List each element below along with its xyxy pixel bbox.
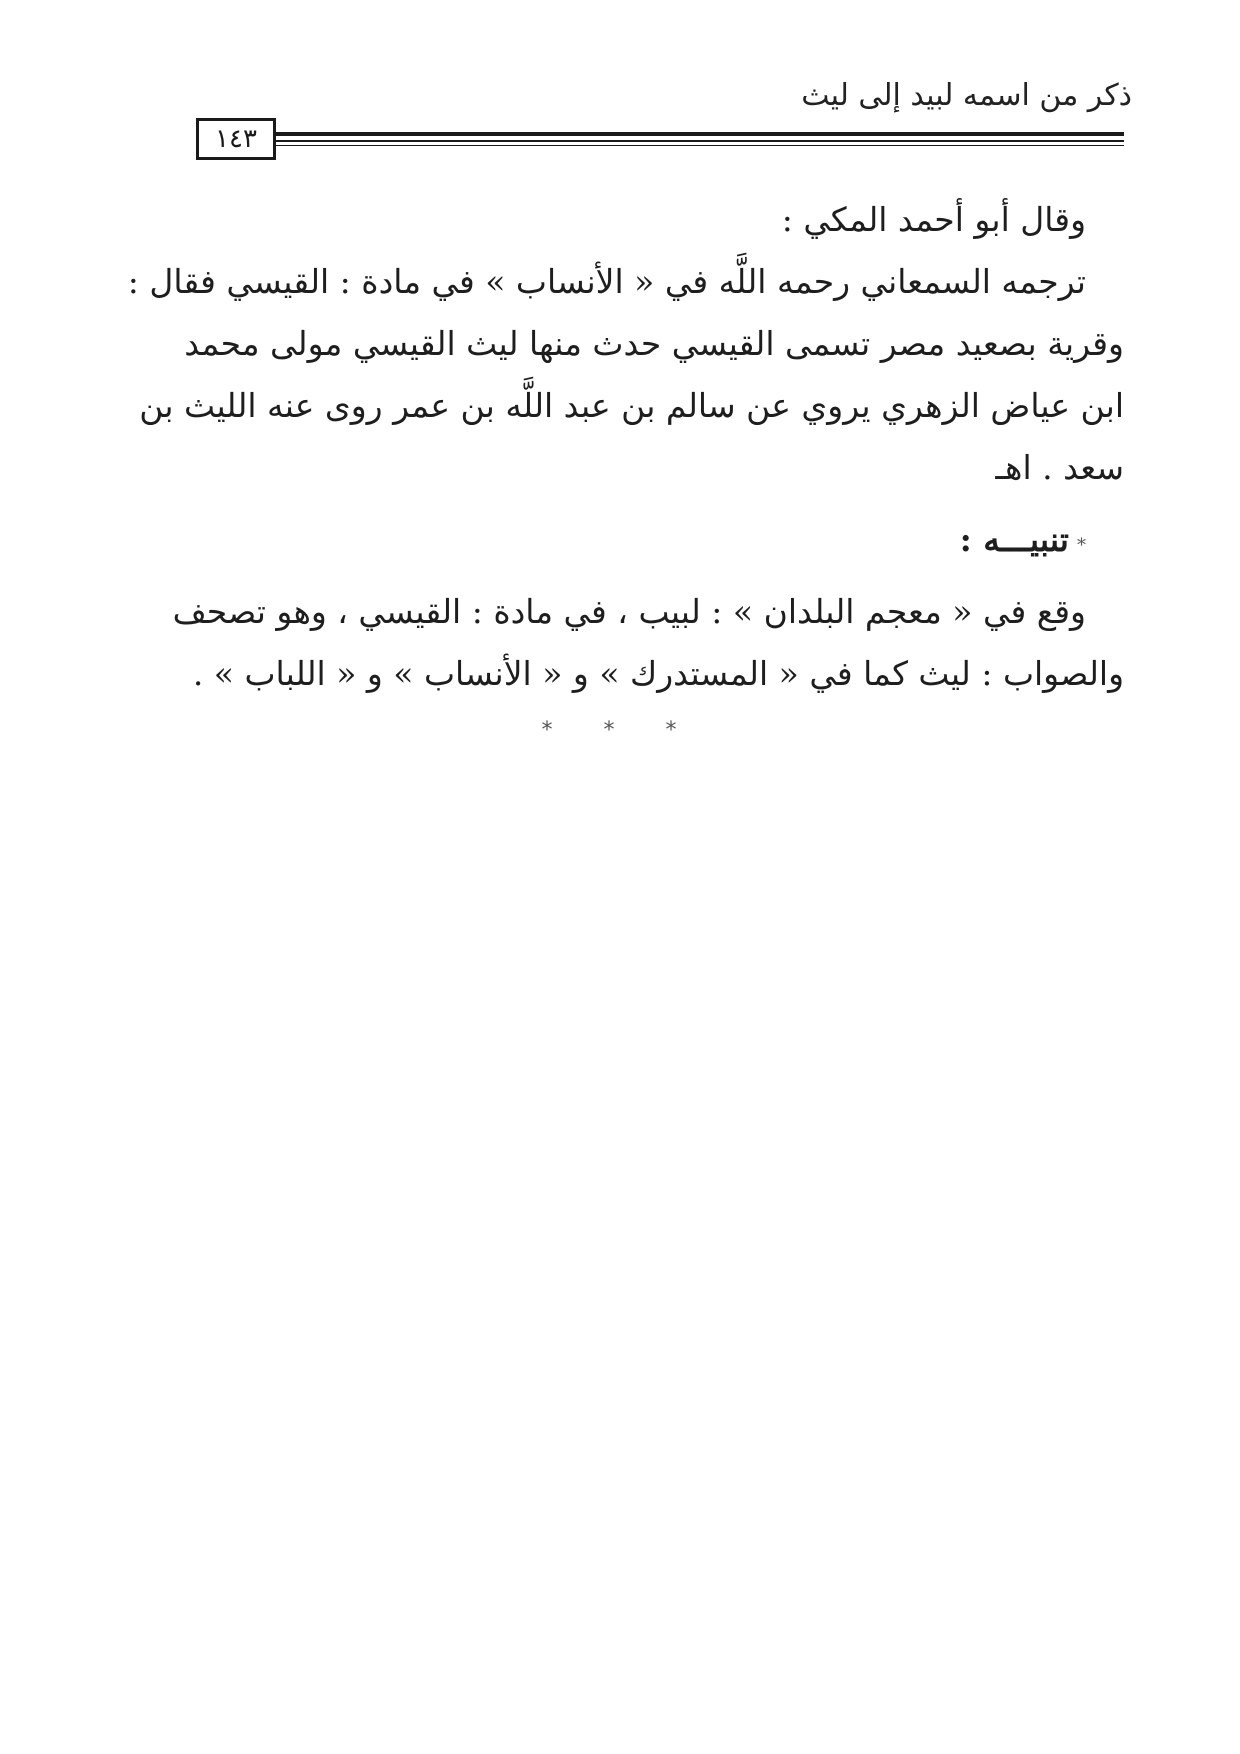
body-line: سعد . اهـ <box>995 448 1124 487</box>
body-line: ترجمه السمعاني رحمه اللَّه في « الأنساب » في مادة : القيسي فقال : <box>127 262 1086 301</box>
running-header-title: ذكر من اسمه لبيد إلى ليث <box>801 78 1132 113</box>
note-marker: * <box>1077 535 1086 556</box>
header-rule <box>276 132 1124 136</box>
note-heading <box>960 520 1086 559</box>
section-separator: * * * <box>541 718 699 743</box>
body-line: وقرية بصعيد مصر تسمى القيسي حدث منها ليث القيسي مولى محمد <box>184 324 1124 363</box>
body-line: وقع في « معجم البلدان » : لبيب ، في مادة : القيسي ، وهو تصحف <box>172 592 1086 631</box>
header-rule <box>276 145 1124 146</box>
body-line: وقال أبو أحمد المكي : <box>781 200 1086 239</box>
header-rule <box>276 140 1124 142</box>
note-heading-text: تنبيـــه : <box>959 520 1069 559</box>
page-number: ١٤٣ <box>196 118 276 160</box>
body-line: ابن عياض الزهري يروي عن سالم بن عبد اللَّه بن عمر روى عنه الليث بن <box>139 386 1124 425</box>
body-line: والصواب : ليث كما في « المستدرك » و « الأنساب » و « اللباب » . <box>192 654 1124 693</box>
